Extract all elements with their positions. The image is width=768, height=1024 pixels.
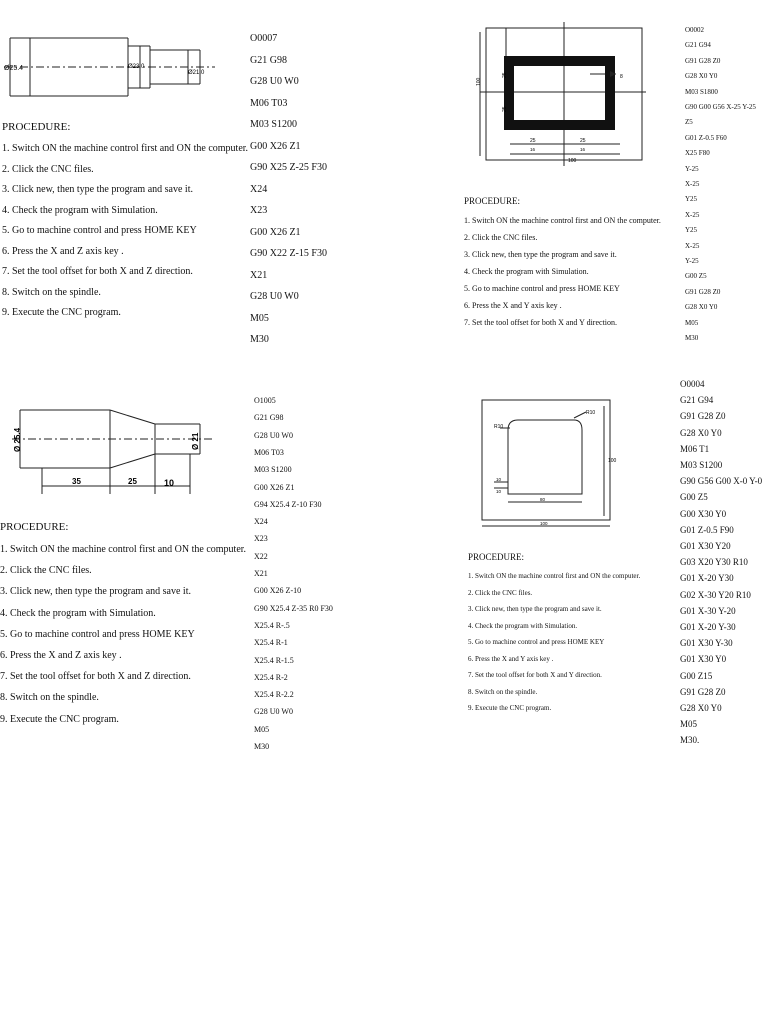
- q1-step: 9. Execute the CNC program.: [2, 307, 121, 318]
- q4-dim-100-vertical: 100: [608, 458, 617, 464]
- q3-code-line: X21: [254, 569, 268, 578]
- q2-code-line: M30: [685, 334, 699, 342]
- q2-dim-16-a: 16: [530, 147, 536, 152]
- q3-len-35: 35: [72, 477, 81, 486]
- q3-code-line: X24: [254, 517, 268, 527]
- q4-step: 7. Set the tool offset for both X and Y direction.: [468, 671, 602, 679]
- q4-step: 6. Press the X and Y axis key .: [468, 654, 554, 663]
- q4-code-line: G01 X-30 Y-20: [680, 605, 736, 616]
- q2-code-line: G28 X0 Y0: [685, 303, 718, 312]
- q1-code-line: G00 X26 Z1: [250, 140, 301, 152]
- q4-code-line: M03 S1200: [680, 460, 723, 470]
- q3-code-line: M30: [254, 742, 270, 751]
- q2-code-line: G00 Z5: [685, 272, 707, 281]
- q2-code-line: X25 F80: [685, 149, 710, 158]
- q1-code-line: M05: [250, 312, 269, 324]
- q3-code-line: X25.4 R-2: [254, 672, 288, 682]
- q2-code-line: G91 G28 Z0: [685, 56, 721, 65]
- q4-code-line: G01 X30 Y20: [680, 541, 731, 551]
- q1-code-line: M03 S1200: [250, 119, 297, 130]
- q1-procedure-title: PROCEDURE:: [2, 121, 71, 133]
- q2-code-line: G28 X0 Y0: [685, 72, 718, 81]
- q4-step: 9. Execute the CNC program.: [468, 704, 552, 712]
- q1-code-line: M30: [250, 334, 269, 345]
- q3-code-line: G90 X25.4 Z-35 R0 F30: [254, 603, 333, 613]
- q2-code-line: X-25: [685, 180, 700, 188]
- q2-code-line: O0002: [685, 26, 705, 34]
- q2-step: 4. Check the program with Simulation.: [464, 267, 589, 276]
- q3-left-diameter: Ø 25.4: [13, 427, 22, 452]
- q2-dim-25-left-top: 25: [502, 72, 508, 78]
- q4-dim-10-a: 10: [496, 477, 502, 482]
- q3-taper-drawing: [0, 400, 230, 495]
- q1-step: 7. Set the tool offset for both X and Z direction.: [2, 266, 193, 277]
- q3-step: 1. Switch ON the machine control first and ON the computer.: [0, 544, 247, 555]
- q1-step: 3. Click new, then type the program and save it.: [2, 184, 193, 195]
- q2-code-line: Y-25: [685, 257, 699, 265]
- q2-code-line: X-25: [685, 241, 700, 250]
- q2-code-line: Y25: [685, 226, 698, 235]
- q3-code-line: X25.4 R-.5: [254, 620, 290, 630]
- q1-code-line: G90 X25 Z-25 F30: [250, 162, 327, 173]
- q2-step: 3. Click new, then type the program and save it.: [464, 250, 617, 259]
- q1-code-line: G28 U0 W0: [250, 76, 299, 87]
- q2-dim-16-b: 16: [580, 147, 586, 152]
- q3-step: 5. Go to machine control and press HOME KEY: [0, 628, 195, 640]
- q1-step: 5. Go to machine control and press HOME KEY: [2, 225, 197, 236]
- q4-r10-left: R10: [494, 424, 504, 430]
- q2-step: 6. Press the X and Y axis key .: [464, 301, 562, 310]
- q4-code-line: G00 Z15: [680, 670, 713, 681]
- q1-left-diameter: Ø25.4: [4, 65, 24, 72]
- q1-code-line: G21 G98: [250, 54, 287, 66]
- q3-code-line: G94 X25.4 Z-10 F30: [254, 499, 322, 509]
- q3-code-line: G28 U0 W0: [254, 430, 293, 440]
- q2-pocket-drawing: [470, 22, 648, 170]
- q4-step: 2. Click the CNC files.: [468, 588, 533, 597]
- q4-step: 3. Click new, then type the program and save it.: [468, 605, 602, 613]
- q1-code-line: X21: [250, 269, 268, 281]
- q3-step: 2. Click the CNC files.: [0, 565, 92, 577]
- q3-len-10: 10: [164, 478, 175, 488]
- q1-step: 6. Press the X and Z axis key .: [2, 245, 124, 257]
- q3-step: 8. Switch on the spindle.: [0, 692, 99, 704]
- q4-step: 8. Switch on the spindle.: [468, 687, 538, 696]
- q3-code-line: X25.4 R-1: [254, 638, 288, 648]
- q4-code-line: G01 X30 Y-30: [680, 638, 733, 649]
- q4-code-line: G28 X0 Y0: [680, 427, 722, 438]
- q3-code-line: X23: [254, 534, 268, 544]
- q3-code-line: X25.4 R-2.2: [254, 690, 294, 700]
- q2-code-line: Y-25: [685, 164, 699, 173]
- q4-code-line: G00 X30 Y0: [680, 508, 727, 519]
- q3-code-line: X25.4 R-1.5: [254, 655, 294, 665]
- q1-mid-diameter: Ø23.0: [128, 64, 145, 70]
- q3-len-25: 25: [128, 477, 137, 486]
- q1-code-line: G90 X22 Z-15 F30: [250, 248, 327, 259]
- q2-dim-8: 8: [620, 74, 623, 80]
- q1-shaft-drawing: [0, 30, 240, 110]
- q2-step: 1. Switch ON the machine control first and ON the computer.: [464, 216, 661, 225]
- q4-dim-80: 80: [540, 497, 546, 502]
- q4-code-line: G01 X30 Y0: [680, 654, 727, 665]
- q1-step: 4. Check the program with Simulation.: [2, 204, 158, 216]
- q3-right-diameter: Ø 21: [191, 432, 200, 450]
- q1-code-line: M06 T03: [250, 97, 288, 109]
- q4-code-line: G91 G28 Z0: [680, 411, 726, 422]
- q3-procedure-title: PROCEDURE:: [0, 521, 69, 533]
- q4-dim-10-b: 10: [496, 489, 502, 494]
- q4-code-line: G21 G94: [680, 395, 714, 406]
- q3-step: 6. Press the X and Z axis key .: [0, 650, 122, 661]
- q4-code-line: G02 X-30 Y20 R10: [680, 589, 751, 600]
- q1-right-diameter: Ø21.0: [188, 70, 205, 76]
- q1-step: 2. Click the CNC files.: [2, 163, 94, 175]
- q4-code-line: O0004: [680, 379, 705, 389]
- q2-code-line: M05: [685, 318, 699, 327]
- q4-code-line: M06 T1: [680, 443, 710, 454]
- q3-code-line: G21 G98: [254, 413, 284, 423]
- q3-step: 7. Set the tool offset for both X and Z direction.: [0, 671, 191, 683]
- q4-code-line: G90 G56 G00 X-0 Y-0: [680, 476, 763, 487]
- q3-code-line: G00 X26 Z1: [254, 482, 295, 492]
- q4-procedure-title: PROCEDURE:: [468, 552, 525, 562]
- q2-step: 5. Go to machine control and press HOME KEY: [464, 284, 620, 293]
- q4-code-line: M05: [680, 719, 698, 730]
- q2-code-line: Y25: [685, 195, 698, 204]
- q2-code-line: M03 S1800: [685, 87, 718, 96]
- q2-step: 7. Set the tool offset for both X and Y direction.: [464, 318, 618, 327]
- q4-code-line: G01 X-20 Y30: [680, 573, 734, 584]
- q2-code-line: G01 Z-0.5 F60: [685, 133, 727, 142]
- q1-step: 1. Switch ON the machine control first and ON the computer.: [2, 143, 249, 154]
- q4-code-line: M30.: [680, 735, 700, 746]
- q1-step: 8. Switch on the spindle.: [2, 286, 101, 298]
- q3-code-line: G00 X26 Z-10: [254, 586, 302, 596]
- q3-step: 9. Execute the CNC program.: [0, 713, 119, 725]
- q2-step: 2. Click the CNC files.: [464, 233, 538, 242]
- q3-code-line: M05: [254, 724, 270, 734]
- q2-dim-25-b: 25: [580, 138, 586, 144]
- q4-code-line: G91 G28 Z0: [680, 686, 726, 697]
- q4-code-line: G01 X-20 Y-30: [680, 622, 736, 632]
- q1-code-line: G28 U0 W0: [250, 291, 299, 302]
- q2-dim-25-a: 25: [530, 138, 536, 144]
- q2-code-line: G90 G00 G56 X-25 Y-25: [685, 103, 756, 111]
- q4-code-line: G28 X0 Y0: [680, 703, 722, 713]
- q4-step: 4. Check the program with Simulation.: [468, 621, 578, 630]
- q4-dim-100-horizontal: 100: [540, 521, 548, 526]
- q3-code-line: M06 T03: [254, 447, 284, 457]
- q1-code-line: X23: [250, 205, 268, 216]
- q4-r10-right: R10: [586, 410, 596, 416]
- q4-step: 5. Go to machine control and press HOME KEY: [468, 638, 605, 646]
- q2-code-line: X-25: [685, 210, 700, 219]
- q3-code-line: X22: [254, 551, 268, 561]
- q2-dim-100-vertical: 100: [476, 77, 482, 86]
- q4-profile-drawing: [478, 398, 618, 530]
- q4-code-line: G03 X20 Y30 R10: [680, 557, 748, 568]
- q1-code-line: G00 X26 Z1: [250, 226, 301, 238]
- q2-dim-25-left-bottom: 25: [502, 106, 508, 112]
- q3-code-line: M03 S1200: [254, 465, 292, 475]
- q2-code-line: Z5: [685, 118, 693, 127]
- q2-code-line: G91 G28 Z0: [685, 287, 721, 296]
- q1-code-line: X24: [250, 183, 268, 195]
- q2-dim-100-horizontal: 100: [568, 158, 577, 164]
- q4-step: 1. Switch ON the machine control first and ON the computer.: [468, 572, 641, 580]
- q1-code-line: O0007: [250, 33, 278, 44]
- q3-code-line: G28 U0 W0: [254, 707, 293, 717]
- q4-code-line: G00 Z5: [680, 492, 708, 503]
- q2-code-line: G21 G94: [685, 41, 711, 50]
- q2-procedure-title: PROCEDURE:: [464, 196, 521, 206]
- q4-code-line: G01 Z-0.5 F90: [680, 524, 734, 535]
- q3-step: 4. Check the program with Simulation.: [0, 607, 156, 619]
- q3-code-line: O1005: [254, 396, 276, 405]
- q3-step: 3. Click new, then type the program and save it.: [0, 586, 191, 598]
